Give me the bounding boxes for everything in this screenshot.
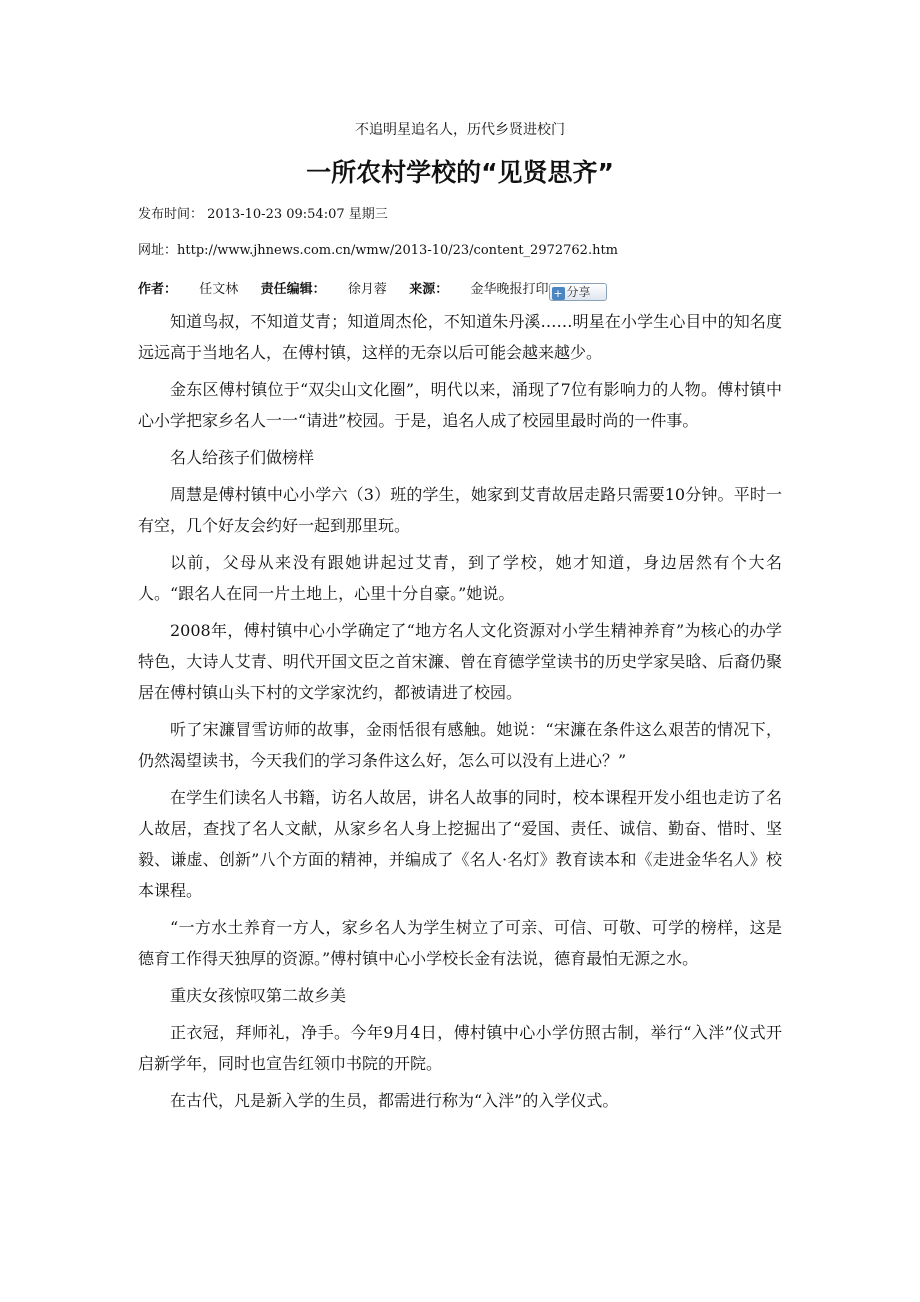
paragraph: 正衣冠，拜师礼，净手。今年9月4日，傅村镇中心小学仿照古制，举行“入泮”仪式开启新学年，同时也宣告红领巾书院的开院。 <box>138 1023 782 1073</box>
url-label: 网址： <box>138 243 178 258</box>
plus-icon: + <box>553 287 563 300</box>
publish-date-line <box>138 206 388 224</box>
paragraph: “一方水土养育一方人，家乡名人为学生树立了可亲、可信、可敬、可学的榜样，这是德育工作得天独厚的资源。”傅村镇中心小学校长金有法说，德育最怕无源之水。 <box>138 918 782 968</box>
url-line <box>138 242 618 260</box>
paragraph: 在学生们读名人书籍，访名人故居，讲名人故事的同时，校本课程开发小组也走访了名人故居，查找了名人文献，从家乡名人身上挖掘出了“爱国、责任、诚信、勤奋、惜时、坚毅、谦虚、创新”八个方面的精神，并编成了《名人·名灯》教育读本和《走进金华名人》校本课程。 <box>138 788 782 900</box>
article-subtitle: 不追明星追名人，历代乡贤进校门 <box>355 122 565 138</box>
author-value: 任文林 <box>199 282 239 297</box>
paragraph: 听了宋濂冒雪访师的故事，金雨恬很有感触。她说：“宋濂在条件这么艰苦的情况下，仍然渴望读书，今天我们的学习条件这么好，怎么可以没有上进心？” <box>138 720 782 770</box>
paragraph: 以前，父母从来没有跟她讲起过艾青，到了学校，她才知道，身边居然有个大名人。“跟名人在同一片土地上，心里十分自豪。”她说。 <box>138 553 782 603</box>
author-label: 作者： <box>138 282 178 297</box>
publish-date-value: 2013-10-23 09:54:07 星期三 <box>207 207 388 222</box>
source-label: 来源： <box>409 282 449 297</box>
article-body <box>138 306 782 1122</box>
publish-date-label: 发布时间： <box>138 207 204 222</box>
article-title: 一所农村学校的“见贤思齐” <box>306 158 614 187</box>
paragraph: 周慧是傅村镇中心小学六（3）班的学生，她家到艾青故居走路只需要10分钟。平时一有空，几个好友会约好一起到那里玩。 <box>138 485 782 535</box>
paragraph: 在古代，凡是新入学的生员，都需进行称为“入泮”的入学仪式。 <box>170 1091 619 1110</box>
source-value: 金华晚报 <box>470 282 523 297</box>
paragraph: 2008年，傅村镇中心小学确定了“地方名人文化资源对小学生精神养育”为核心的办学特色，大诗人艾青、明代开国文臣之首宋濂、曾在育德学堂读书的历史学家吴晗、后裔仍聚居在傅村镇山头下村的文学家沈约，都被请进了校园。 <box>138 621 782 702</box>
share-button[interactable] <box>549 283 607 301</box>
share-button-label: 分享 <box>566 285 591 299</box>
paragraph: 金东区傅村镇位于“双尖山文化圈”，明代以来，涌现了7位有影响力的人物。傅村镇中心小学把家乡名人一一“请进”校园。于是，追名人成了校园里最时尚的一件事。 <box>138 380 782 430</box>
paragraph: 知道鸟叔，不知道艾青；知道周杰伦，不知道朱丹溪……明星在小学生心目中的知名度远远高于当地名人，在傅村镇，这样的无奈以后可能会越来越少。 <box>138 312 782 362</box>
section-heading: 名人给孩子们做榜样 <box>170 448 315 467</box>
editor-value: 徐月蓉 <box>347 282 387 297</box>
print-link[interactable]: 打印 <box>522 282 549 297</box>
url-value[interactable]: http://www.jhnews.com.cn/wmw/2013-10/23/content_2972762.htm <box>177 243 618 258</box>
editor-label: 责任编辑： <box>260 282 326 297</box>
credits-line <box>138 281 607 301</box>
section-heading: 重庆女孩惊叹第二故乡美 <box>170 986 347 1005</box>
